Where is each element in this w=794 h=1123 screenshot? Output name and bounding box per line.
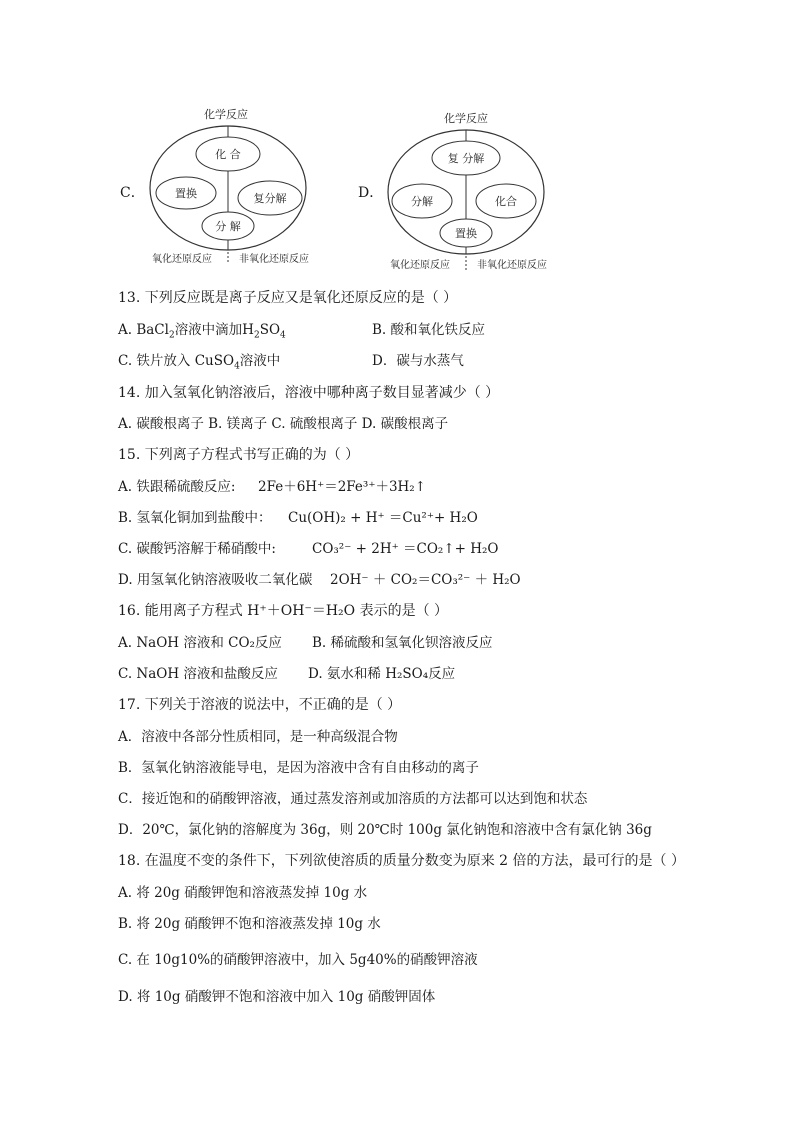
diagram-c-label-4: 分 解 xyxy=(215,220,241,233)
q17-option-a: A．溶液中各部分性质相同，是一种高级混合物 xyxy=(118,729,398,745)
q13-stem: 13. 下列反应既是离子反应又是氧化还原反应的是（ ） xyxy=(118,290,458,306)
diagram-d-bottom-right: 非氧化还原反应 xyxy=(477,260,547,271)
q15-option-b-eq: Cu(OH)₂ + H⁺ ＝Cu²⁺+ H₂O xyxy=(288,510,478,526)
q13-c-sub: 4 xyxy=(234,361,240,372)
option-d-letter: D． xyxy=(358,185,384,201)
q17-option-c: C．接近饱和的硝酸钾溶液，通过蒸发溶剂或加溶质的方法都可以达到饱和状态 xyxy=(118,791,588,807)
diagram-c-label-3: 复分解 xyxy=(253,192,287,205)
q15-option-c-label: C. 碳酸钙溶解于稀硝酸中: xyxy=(118,541,276,557)
q15-stem: 15. 下列离子方程式书写正确的为（ ） xyxy=(118,447,360,463)
diagram-c-title: 化学反应 xyxy=(204,108,248,121)
q13-a-mid2: SO xyxy=(259,322,281,338)
q16-option-d: D. 氨水和稀 H₂SO₄反应 xyxy=(308,666,456,682)
q13-a-sub: 2 xyxy=(168,330,175,341)
q17-option-b: B．氢氧化钠溶液能导电，是因为溶液中含有自由移动的离子 xyxy=(118,760,479,776)
q13-a-mid: 溶液中滴加H xyxy=(174,322,254,338)
diagram-d-bottom-left: 氧化还原反应 xyxy=(390,260,450,271)
diagram-d xyxy=(386,106,566,276)
diagram-d-label-1: 复 分解 xyxy=(447,152,485,165)
q13-a-pre: A. BaCl xyxy=(118,322,169,338)
q15-option-d-label: D. 用氢氧化钠溶液吸收二氧化碳 xyxy=(118,572,313,588)
diagram-d-label-2: 分解 xyxy=(411,195,433,208)
q18-option-a: A. 将 20g 硝酸钾饱和溶液蒸发掉 10g 水 xyxy=(118,885,368,901)
diagram-c-bottom-left: 氧化还原反应 xyxy=(152,254,212,265)
diagram-c-bottom-right: 非氧化还原反应 xyxy=(239,254,309,265)
q17-stem: 17. 下列关于溶液的说法中，不正确的是（ ） xyxy=(118,697,402,713)
q18-stem: 18. 在温度不变的条件下，下列欲使溶质的质量分数变为原来 2 倍的方法，最可行的是（ ） xyxy=(118,853,685,869)
q14-options: A. 碳酸根离子 B. 镁离子 C. 硫酸根离子 D. 碳酸根离子 xyxy=(118,416,449,432)
q18-option-d: D. 将 10g 硝酸钾不饱和溶液中加入 10g 硝酸钾固体 xyxy=(118,989,436,1005)
q17-option-d: D．20℃，氯化钠的溶解度为 36g，则 20℃时 100g 氯化钠饱和溶液中含有氯化钠 36g xyxy=(118,822,652,838)
q16-option-a: A. NaOH 溶液和 CO₂反应 xyxy=(118,635,282,651)
q14-stem: 14. 加入氢氧化钠溶液后，溶液中哪种离子数目显著减少（ ） xyxy=(118,385,500,401)
q15-option-a-eq: 2Fe＋6H⁺＝2Fe³⁺＋3H₂↑ xyxy=(258,479,427,495)
q16-option-b: B. 稀硫酸和氢氧化钡溶液反应 xyxy=(312,635,493,651)
q13-option-b: B. 酸和氧化铁反应 xyxy=(372,322,486,338)
q13-c-post: 溶液中 xyxy=(239,353,281,369)
q13-option-c xyxy=(118,351,280,377)
q16-option-c: C. NaOH 溶液和盐酸反应 xyxy=(118,666,278,682)
q13-c-pre: C. 铁片放入 CuSO xyxy=(118,353,235,369)
q13-option-a xyxy=(118,320,286,346)
q18-option-b: B. 将 20g 硝酸钾不饱和溶液蒸发掉 10g 水 xyxy=(118,916,381,932)
q15-option-d-eq: 2OH⁻ ＋ CO₂＝CO₃²⁻ ＋ H₂O xyxy=(330,572,521,588)
diagram-c-label-2: 置换 xyxy=(175,187,197,200)
q13-a-sub3: 4 xyxy=(280,330,286,341)
diagram-d-label-4: 置换 xyxy=(455,227,477,240)
diagram-d-label-3: 化合 xyxy=(495,195,517,208)
q18-option-c: C. 在 10g10%的硝酸钾溶液中，加入 5g40%的硝酸钾溶液 xyxy=(118,952,478,968)
q13-option-d: D．碳与水蒸气 xyxy=(372,353,464,369)
q13-a-sub2: 2 xyxy=(253,330,260,341)
q15-option-c-eq: CO₃²⁻ + 2H⁺ ＝CO₂↑+ H₂O xyxy=(312,541,499,557)
q15-option-b-label: B. 氢氧化铜加到盐酸中： xyxy=(118,510,272,526)
diagram-c-label-1: 化 合 xyxy=(215,148,241,161)
q15-option-a-label: A. 铁跟稀硫酸反应: xyxy=(118,479,236,495)
q16-stem: 16. 能用离子方程式 H⁺＋OH⁻＝H₂O 表示的是（ ） xyxy=(118,603,449,619)
diagram-d-title: 化学反应 xyxy=(444,112,488,125)
diagram-c xyxy=(148,100,328,270)
option-c-letter: C． xyxy=(120,185,145,201)
